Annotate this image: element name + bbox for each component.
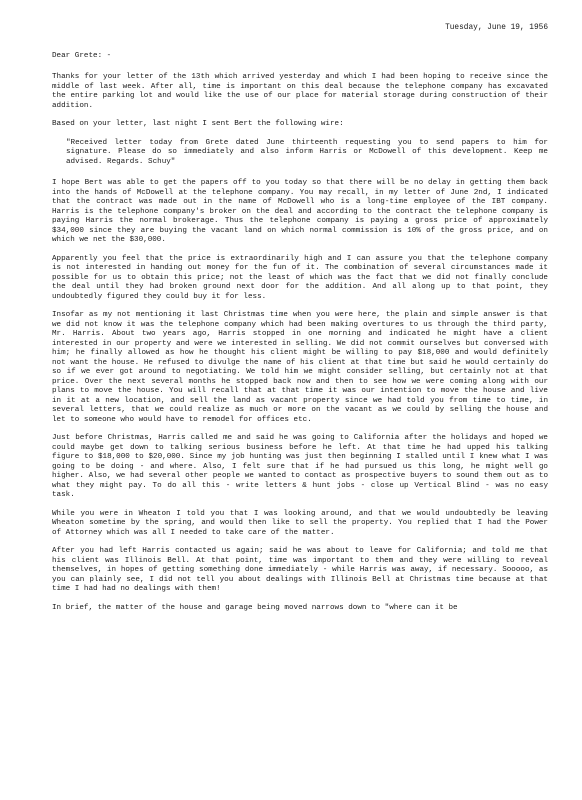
paragraph-8: After you had left Harris contacted us again; said he was about to leave for California; and told me that his client was Illinois Bell. At that point, time was important to them and they were willing to reveal themselves, in hopes of getting something done immediately - while Harris was away, if necessary. Sooooo, as you can plainly see, I did not tell you about dealings with Illinois Bell at Christmas time because at that time I had had no dealings with them!	[52, 547, 548, 593]
paragraph-4: Apparently you feel that the price is extraordinarily high and I can assure you that the telephone company is not interested in handing out money for the fun of it. The combination of several circumstances made it possible for us to obtain this price; not the least of which was the fact that we did not finally conclude the deal until they had broken ground next door for the addition. And all along up to that point, they undoubtedly figured they could buy it for less.	[52, 254, 548, 301]
paragraph-2: Based on your letter, last night I sent Bert the following wire:	[52, 120, 344, 128]
salutation: Dear Grete: -	[52, 51, 112, 60]
paragraph-1: Thanks for your letter of the 13th which arrived yesterday and which I had been hoping to receive since the middle of last week. After all, time is important on this deal because the telephone company has excavated the entire parking lot and would like the use of our place for material storage during construction of their addition.	[52, 73, 548, 110]
paragraph-3: I hope Bert was able to get the papers off to you today so that there will be no delay in getting them back into the hands of McDowell at the telephone company. You may recall, in my letter of June 2nd, I indicated that the contract was made out in the name of McDowell who is a long-time employee of the IBT company. Harris is the telephone company's broker on the deal and according to the contract the telephone company is paying Harris the normal brokerage. Thus the telephone company is paying a gross price of approximately $34,000 since they are buying the vacant land on which normal commission is 10% of the gross price, and on which we net the $30,000.	[52, 179, 548, 244]
paragraph-5: Insofar as my not mentioning it last Christmas time when you were here, the plain and simple answer is that we did not know it was the telephone company which had been making overtures to us through the third party, Mr. Harris. About two years ago, Harris stopped in one morning and indicated he might have a client interested in our property and were we interested in selling. We did not commit ourselves but conversed with him; he finally allowed as how he thought his client might be willing to pay $18,000 and would definitely not want the house. He refused to divulge the name of his client at that time but said he would certainly do so if we ever got around to negotiating. We told him we might consider selling, but certainly not at that price. Over the next several months he stopped back now and then to see how we were coming along with our plans to move the house. You will recall that at that time it was our intention to move the house and live in it at a new location, and sell the land as vacant property since we had told you from time to time, in several letters, that we could realize as much or more on the vacant as we could by selling the house and let to someone who would have to remodel for offices etc.	[52, 311, 548, 424]
paragraph-6: Just before Christmas, Harris called me and said he was going to California after the holidays and hoped we could maybe get down to talking serious business before he left. At that time he had upped his talking figure to $18,000 to $20,000. Since my job hunting was just then beginning I stalled until I knew what I was going to be doing - and where. Also, I felt sure that if he had pursued us this long, he might well go higher. Also, we had several other people we wanted to contact as prospective buyers to sound them out as to what they might pay. To do all this - write letters & hunt jobs - close up Vertical Blind - was no easy task.	[52, 434, 548, 499]
telegram-quote: "Received letter today from Grete dated June thirteenth requesting you to send papers to him for signature. Please do so immediately and also inform Harris or McDowell of this development. Keep me advised. Regards. Schuy"	[66, 138, 548, 166]
letter-date: Tuesday, June 19, 1956	[445, 24, 548, 32]
paragraph-7: While you were in Wheaton I told you that I was looking around, and that we would undoubtedly be leaving Wheaton sometime by the spring, and would then like to sell the property. You replied that I had the Power of Attorney which was all I needed to take care of the matter.	[52, 509, 548, 537]
paragraph-9: In brief, the matter of the house and garage being moved narrows down to "where can it be	[52, 603, 458, 612]
